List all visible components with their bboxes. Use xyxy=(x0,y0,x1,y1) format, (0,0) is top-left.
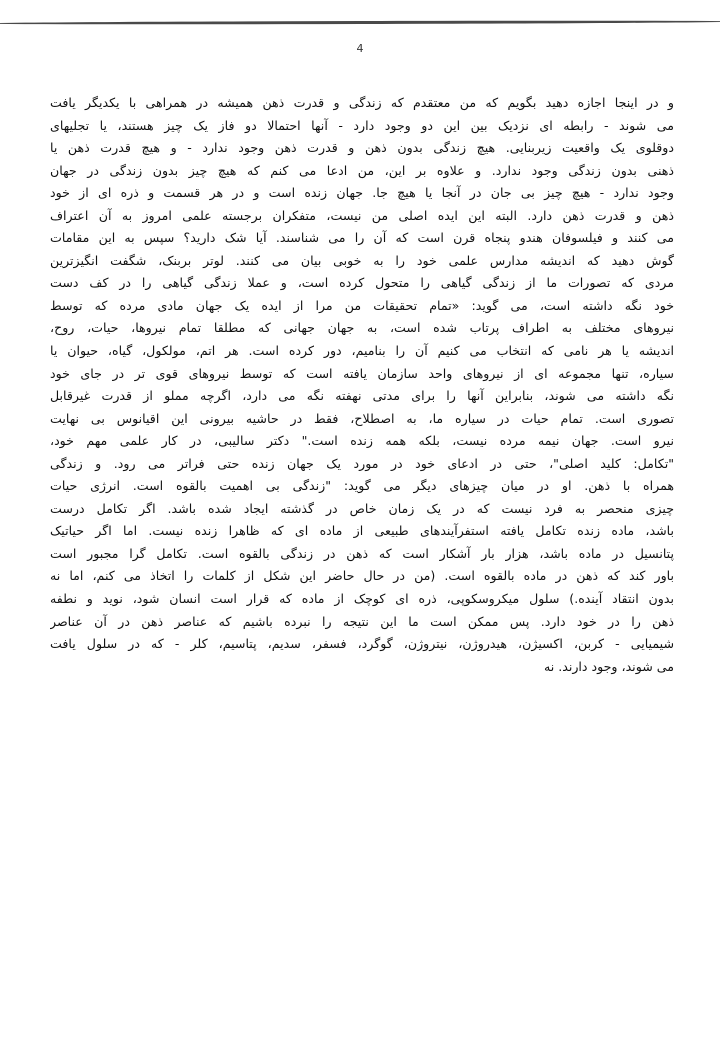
text-line: بدون انتقاد آینده.) سلول میکروسکوپی، ذره ای کوچک از ماده که قرار است انسان شود، نوید و نطفه xyxy=(50,591,674,607)
text-line: تصوری است. تمام حیات در سیاره ما، به اصطلاح، فقط در حاشیه بیرونی این اقیانوس بی نهایت xyxy=(50,410,674,426)
text-line: نیرو است. جهان نیمه مرده نیست، بلکه همه زنده است." دکتر سالیبی، در کار علمی مهم خود، xyxy=(50,433,674,449)
text-line: ذهنی بدون زندگی وجود ندارد. و علاوه بر این، من ادعا می کنم که هیچ چیز بدون زندگی در جهان xyxy=(50,162,674,178)
text-line: خود نگه داشته است، می گوید: «تمام تحقیقات من مرا از ایده یک جهان مادی مرده که توسط xyxy=(50,297,674,313)
text-line: "تکامل: کلید اصلی"، حتی در ادعای خود در مورد یک جهان زنده حتی فراتر می رود. و زندگی xyxy=(50,455,674,471)
text-line: ذهن را در خود دارد. پس ممکن است ما این نتیجه را نبرده باشیم که عناصر ذهن در آن عناصر xyxy=(50,613,674,629)
text-line: چیزی منحصر به فرد نیست که در یک زمان خاص در گذشته ایجاد شده باشد. اگر تکامل درست xyxy=(50,500,674,516)
body-text xyxy=(50,92,674,678)
top-rule-bar xyxy=(0,20,720,25)
text-line: همراه با ذهن. او در میان چیزهای دیگر می گوید: "زندگی بی اهمیت بالقوه است. انرژی حیات xyxy=(50,478,674,494)
text-line: نگه داشته می شوند، بنابراین آنها را برای مدتی نهفته نگه می دارد، اگرچه مملو از قدرت غیرقابل xyxy=(50,388,674,404)
text-line: می شوند - رابطه ای نزدیک بین این دو وجود دارد - آنها احتمالا دو فاز یک چیز هستند، یا تجلیهای xyxy=(50,117,674,133)
text-line: باور کند که ذهن در ماده بالقوه است. (من در حال حاضر این شکل از کلمات را اتخاذ می کنم، اما نه xyxy=(50,568,674,584)
text-line: دوقلوی یک واقعیت زیربنایی. هیچ زندگی بدون ذهن و قدرت ذهن وجود ندارد - و هیچ قدرت ذهن یا xyxy=(50,140,674,156)
text-line: و در اینجا اجازه دهید بگویم که من معتقدم که زندگی و قدرت ذهن همیشه در همراهی با یکدیگر یافت xyxy=(50,95,674,110)
page-number: 4 xyxy=(356,42,364,55)
text-line-last: می شوند، وجود دارند. نه xyxy=(543,658,674,674)
text-line: پتانسیل در ماده باشد، هزار بار آشکار است که ذهن در زندگی بالقوه است. تکامل گرا مجبور است xyxy=(50,545,674,561)
text-line: سیاره، تنها مجموعه ای از نیروهای واحد سازمان یافته است که توسط نیروهای قوی تر در جای خود xyxy=(50,365,674,381)
text-line: می کنند و فیلسوفان هندو پنجاه قرن است که آن را می شناسند. آیا شک دارید؟ سپس به این مقامات xyxy=(50,230,674,246)
text-line: اندیشه یا هر نامی که انتخاب می کنیم آن را بنامیم، دور کرده است. هر اتم، مولکول، گیاه، حیوان یا xyxy=(50,343,674,359)
text-line: مردی که تصورات ما از زندگی گیاهی را متحول کرده است، و عملا زندگی گیاهی را در کف دست xyxy=(50,275,674,291)
top-rule xyxy=(0,18,720,27)
text-line: ذهن و قدرت ذهن دارد. البته این ایده اصلی من نیست، متفکران برجسته علمی امروز به آن اعتراف xyxy=(50,207,674,223)
text-line: وجود ندارد - هیچ چیز بی جان در آنجا یا هیچ جا. جهان زنده است و در هر قسمت و ذره ای از خود xyxy=(50,185,674,201)
text-line: باشد، ماده زنده تکامل یافته استفرآیندهای طبیعی از ماده ای که ظاهرا زنده نیست. اما اگر حیاتیک xyxy=(50,523,674,539)
text-line: نیروهای مختلف به اطراف پرتاب شده است، به جهان جهانی که مطلقا تمام نیروها، حیات، روح، xyxy=(50,320,674,336)
text-line: گوش دهید که اندیشه مدارس علمی خود را به خوبی بیان می کنند. لوتر بربنک، شگفت انگیزترین xyxy=(50,252,674,268)
text-line: شیمیایی - کربن، اکسیژن، هیدروژن، نیتروژن، گوگرد، فسفر، سدیم، پتاسیم، کلر - که در سلول یافت xyxy=(50,636,674,652)
